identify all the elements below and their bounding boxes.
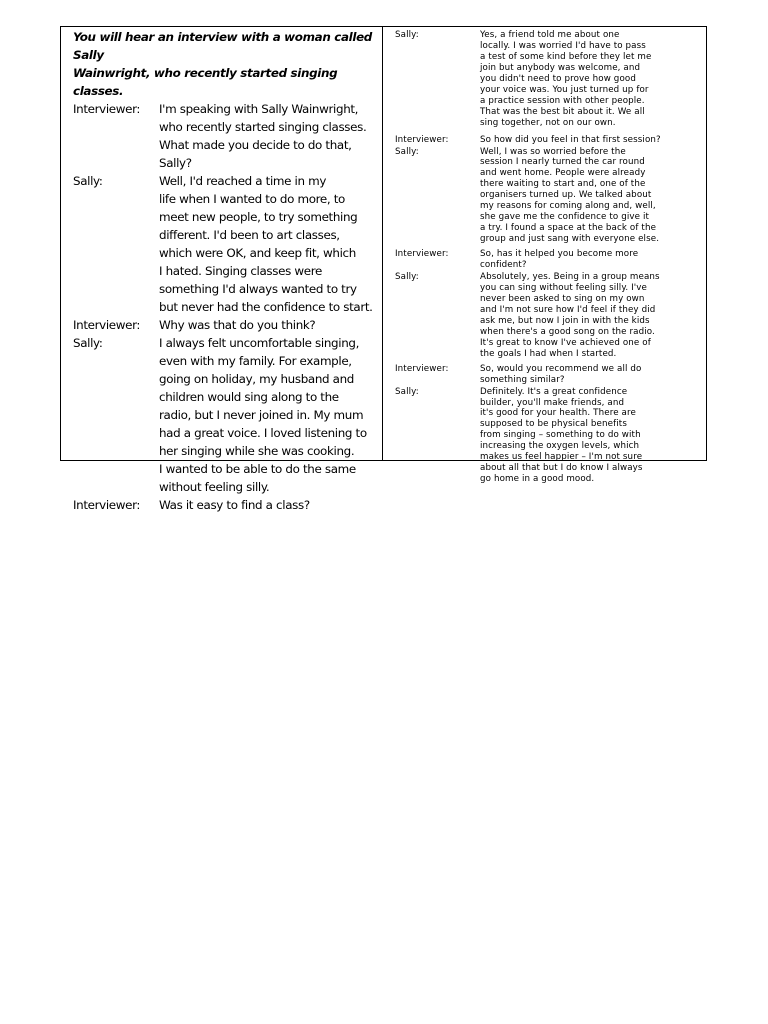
speech-text: Why was that do you think? xyxy=(159,318,316,332)
speaker-label: Interviewer: xyxy=(395,249,449,260)
speech-text: Definitely. It's a great confidence builder, you'll make friends, and it's good for your health. There are supposed to be physical benefits from singing – something to do with increasing the oxygen levels, which makes us feel happier – I'm not sure about all that but I do know I always go home in a good mood. xyxy=(480,386,643,485)
speech-text: Well, I was so worried before the session I nearly turned the car round and went home. People were already there waiting to start and, one of the organisers turned up. We talked about my reasons for coming along and, well, she gave me the confidence to give it a try. I found a space at the back of the group and just sang with everyone else. xyxy=(480,146,660,245)
transcript-row xyxy=(395,387,706,486)
speech-text: Well, I'd reached a time in my life when I wanted to do more, to meet new people, to try something different. I'd been to art classes, which were OK, and keep fit, which I hated. Singing classes were something I'd always wanted to try but never had the confidence to start. xyxy=(159,174,373,314)
transcript-row xyxy=(73,334,382,496)
speech-text: Yes, a friend told me about one locally. I was worried I'd have to pass a test of some kind before they let me join but anybody was welcome, and you didn't need to prove how good your voice was. You just turned up for a practice session with other people. That was the best bit about it. We all sing together, not on our own. xyxy=(480,30,652,128)
speech-text: Absolutely, yes. Being in a group means you can sing without feeling silly. I've never been asked to sing on my own and I'm not sure how I'd feel if they did ask me, but now I join in with the kids when there's a good song on the radio. It's great to know I've achieved one of the goals I had when I started. xyxy=(480,272,660,359)
speaker-label: Interviewer: xyxy=(395,363,449,374)
speech-text: Was it easy to find a class? xyxy=(159,498,310,512)
transcript-row xyxy=(73,172,382,316)
speech-text: So, has it helped you become more confident? xyxy=(480,249,639,271)
speaker-label: Interviewer: xyxy=(395,134,449,145)
instructions-text: You will hear an interview with a woman called Sally Wainwright, who recently started singing classes. xyxy=(73,30,372,98)
speaker-label: Interviewer: xyxy=(73,498,141,512)
transcript-row xyxy=(73,100,382,172)
transcript-row xyxy=(395,147,706,246)
transcript-row xyxy=(73,316,382,334)
speaker-label: Sally: xyxy=(395,386,419,397)
speaker-label: Sally: xyxy=(73,336,103,350)
transcript-row xyxy=(395,249,706,271)
speech-text: So how did you feel in that first session? xyxy=(480,134,661,145)
transcript-right-column xyxy=(383,27,706,485)
transcript-row xyxy=(395,272,706,360)
transcript-row xyxy=(395,30,706,129)
speaker-label: Sally: xyxy=(73,174,103,188)
speech-text: So, would you recommend we all do something similar? xyxy=(480,363,642,385)
speaker-label: Sally: xyxy=(395,146,419,157)
transcript-row xyxy=(73,496,382,514)
transcript-row xyxy=(395,135,706,146)
speech-text: I always felt uncomfortable singing, even with my family. For example, going on holiday, my husband and children would sing along to the radio, but I never joined in. My mum had a great voice. I loved listening to her singing while she was cooking. I wanted to be able to do the same without feeling silly. xyxy=(159,336,367,494)
speaker-label: Sally: xyxy=(395,272,419,283)
speech-text: I'm speaking with Sally Wainwright, who recently started singing classes. What made you decide to do that, Sally? xyxy=(159,102,367,170)
speaker-label: Sally: xyxy=(395,30,419,40)
transcript-left-column xyxy=(61,27,383,512)
speaker-label: Interviewer: xyxy=(73,318,141,332)
transcript-box xyxy=(60,26,707,512)
speaker-label: Interviewer: xyxy=(73,102,141,116)
transcript-row xyxy=(395,364,706,386)
